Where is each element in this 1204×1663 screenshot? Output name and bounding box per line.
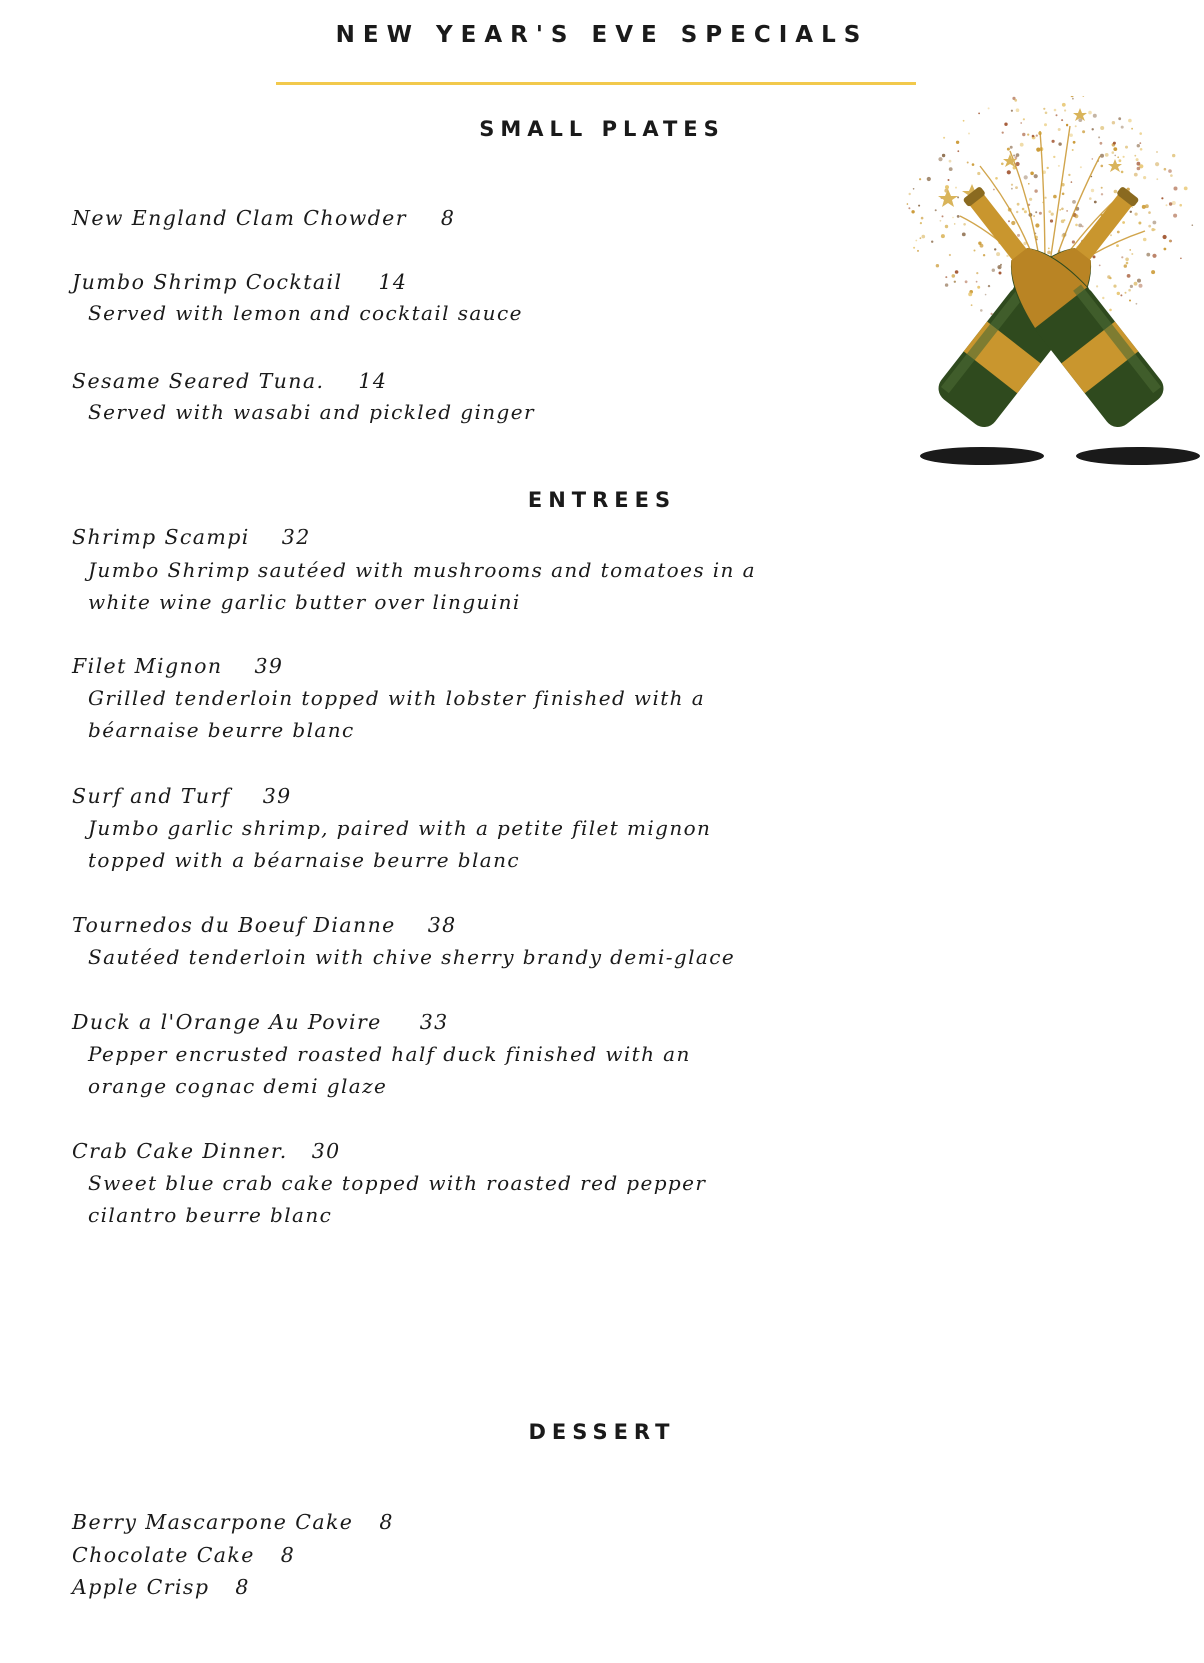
sparkle-dot	[1048, 248, 1050, 250]
sparkle-dot	[1169, 240, 1171, 242]
sparkle-dot	[919, 178, 921, 180]
heading-entrees: ENTREES	[527, 488, 677, 512]
sparkle-dot	[996, 252, 1000, 256]
menu-item-duck-orange	[72, 1010, 449, 1034]
sparkle-dot	[1017, 203, 1020, 206]
menu-item-shrimp-cocktail	[72, 270, 407, 294]
item-price: 39	[262, 784, 292, 808]
sparkle-dot	[974, 250, 976, 252]
sparkle-dot	[1153, 221, 1157, 225]
sparkle-dot	[954, 281, 956, 283]
item-name: Shrimp Scampi	[72, 525, 250, 549]
sparkle-dot	[963, 223, 966, 226]
sparkle-dot	[1119, 159, 1122, 162]
sparkle-dot	[957, 196, 959, 198]
sparkle-dot	[921, 217, 924, 220]
sparkle-dot	[931, 241, 933, 243]
sparkle-dot	[954, 223, 956, 225]
sparkle-dot	[1034, 189, 1037, 192]
sparkle-dot	[918, 205, 920, 207]
sparkle-dot	[994, 248, 996, 250]
sparkle-dot	[1068, 174, 1070, 176]
item-price: 30	[311, 1139, 341, 1163]
sparkle-dot	[909, 193, 911, 195]
item-price: 33	[419, 1010, 449, 1034]
item-description: Jumbo Shrimp sautéed with mushrooms and tomatoes in a	[88, 558, 756, 582]
sparkle-dot	[952, 274, 956, 278]
item-name: Jumbo Shrimp Cocktail	[72, 270, 343, 294]
sparkle-dot	[1154, 229, 1156, 231]
sparkle-dot	[983, 254, 985, 256]
menu-item-clam-chowder	[72, 206, 455, 230]
sparkle-dot	[1036, 148, 1040, 152]
sparkle-dot	[1169, 202, 1172, 205]
sparkle-dot	[1137, 144, 1140, 147]
sparkle-dot	[940, 220, 942, 222]
sparkle-dot	[1053, 195, 1057, 199]
item-name: Chocolate Cake	[72, 1543, 255, 1567]
item-description: topped with a béarnaise beurre blanc	[88, 848, 520, 872]
item-price: 38	[427, 913, 457, 937]
sparkle-dot	[968, 292, 972, 296]
champagne-bottles-icon	[900, 96, 1200, 480]
sparkle-dot	[1117, 231, 1120, 234]
sparkle-dot	[1073, 141, 1076, 144]
sparkle-dot	[941, 234, 945, 238]
menu-item-seared-tuna	[72, 369, 387, 393]
item-price: 39	[254, 654, 284, 678]
item-price: 8	[379, 1510, 394, 1534]
sparkle-dot	[1166, 204, 1168, 206]
sparkle-dot	[920, 222, 922, 224]
sparkle-dot	[995, 177, 998, 180]
sparkle-dot	[945, 283, 948, 286]
sparkle-dot	[1156, 151, 1158, 153]
sparkle-dot	[949, 167, 953, 171]
sparkle-dot	[1082, 96, 1084, 97]
sparkle-dot	[907, 203, 909, 205]
sparkle-dot	[1015, 156, 1018, 159]
sparkle-dot	[1089, 197, 1092, 200]
sparkle-dot	[1053, 156, 1055, 158]
sparkle-dot	[1161, 197, 1163, 199]
sparkle-dot	[977, 286, 980, 289]
item-name: Filet Mignon	[72, 654, 223, 678]
sparkle-dot	[1112, 151, 1115, 154]
sparkle-dot	[1128, 289, 1131, 292]
sparkle-dot	[1117, 156, 1119, 158]
item-description: Jumbo garlic shrimp, paired with a petite filet mignon	[88, 816, 712, 840]
sparkle-dot	[1074, 214, 1078, 218]
sparkle-dot	[1064, 109, 1066, 111]
sparkle-dot	[972, 163, 975, 166]
sparkle-dot	[1094, 201, 1097, 204]
sparkle-dot	[1016, 211, 1018, 213]
sparkle-dot	[1035, 211, 1037, 213]
sparkle-dot	[1135, 213, 1138, 216]
sparkle-dot	[1035, 223, 1039, 227]
sparkle-dot	[1011, 110, 1013, 112]
sparkle-dot	[1001, 163, 1004, 166]
sparkle-dot	[999, 272, 1002, 275]
sparkle-dot	[1101, 193, 1103, 195]
sparkle-dot	[1140, 148, 1143, 151]
sparkle-dot	[1125, 258, 1129, 262]
item-name: New England Clam Chowder	[72, 206, 407, 230]
sparkle-dot	[1071, 96, 1074, 97]
sparkle-dot	[1059, 209, 1061, 211]
sparkle-dot	[1058, 165, 1060, 167]
sparkle-dot	[1011, 188, 1013, 190]
sparkle-dot	[1170, 174, 1173, 177]
sparkle-dot	[1030, 172, 1034, 176]
menu-item-filet-mignon	[72, 654, 283, 678]
item-name: Sesame Seared Tuna.	[72, 369, 325, 393]
sparkle-dot	[1174, 187, 1178, 191]
sparkle-dot	[913, 247, 915, 249]
sparkle-dot	[977, 172, 980, 175]
sparkle-dot	[991, 313, 993, 315]
sparkle-dot	[1011, 184, 1013, 186]
sparkle-dot	[1048, 210, 1051, 213]
sparkle-dot	[1113, 147, 1117, 151]
sparkle-dot	[1062, 193, 1065, 196]
sparkle-dot	[1017, 234, 1020, 237]
sparkle-dot	[957, 150, 959, 152]
sparkle-dot	[1143, 176, 1146, 179]
sparkle-dot	[917, 250, 919, 252]
menu-item-crab-cake	[72, 1139, 341, 1163]
sparkle-dot	[1102, 297, 1104, 299]
sparkle-dot	[945, 225, 948, 228]
sparkle-dot	[1039, 212, 1042, 215]
sparkle-dot	[1092, 158, 1094, 160]
sparkle-dot	[1113, 142, 1116, 145]
sparkle-dot	[1163, 235, 1167, 239]
sparkle-dot	[1121, 256, 1123, 258]
heading-dessert: DESSERT	[528, 1420, 676, 1444]
sparkle-dot	[1056, 114, 1058, 116]
sparkle-dot	[1127, 274, 1131, 278]
sparkle-dot	[955, 270, 959, 274]
sparkle-dot	[1129, 249, 1131, 251]
item-description: Pepper encrusted roasted half duck finished with an	[88, 1042, 691, 1066]
sparkle-dot	[1123, 156, 1125, 158]
sparkle-dot	[1024, 210, 1027, 213]
item-description: béarnaise beurre blanc	[88, 718, 355, 742]
item-name: Duck a l'Orange Au Povire	[72, 1010, 382, 1034]
item-description: orange cognac demi glaze	[88, 1074, 388, 1098]
sparkle-dot	[1101, 165, 1104, 168]
sparkle-dot	[1072, 240, 1075, 243]
sparkle-dot	[1131, 253, 1133, 255]
item-name: Berry Mascarpone Cake	[72, 1510, 354, 1534]
sparkle-dot	[1100, 142, 1103, 145]
sparkle-dot	[1148, 225, 1151, 228]
item-price: 8	[235, 1575, 250, 1599]
sparkle-dot	[965, 280, 968, 283]
menu-item-tournedos	[72, 913, 457, 937]
sparkle-dot	[1156, 178, 1158, 180]
sparkle-dot	[1101, 187, 1103, 189]
sparkle-dot	[1016, 108, 1020, 112]
sparkle-dot	[1063, 219, 1065, 221]
sparkle-dot	[1075, 224, 1078, 227]
sparkle-dot	[1138, 222, 1141, 225]
sparkle-dot	[1100, 154, 1104, 158]
item-price: 32	[281, 525, 311, 549]
item-price: 14	[358, 369, 388, 393]
sparkle-dot	[1114, 190, 1118, 194]
sparkle-dot	[935, 209, 937, 211]
sparkle-dot	[1164, 168, 1167, 171]
sparkle-dot	[993, 189, 995, 191]
sparkle-dot	[1130, 211, 1132, 213]
sparkle-dot	[1136, 303, 1138, 305]
sparkle-dot	[1062, 103, 1066, 107]
sparkle-dot	[1148, 211, 1151, 214]
sparkle-dot	[1155, 162, 1159, 166]
sparkle-dot	[1109, 277, 1111, 279]
sparkle-dot	[1129, 300, 1131, 302]
sparkle-dot	[1151, 270, 1155, 274]
item-name: Apple Crisp	[72, 1575, 210, 1599]
sparkle-dot	[955, 187, 957, 189]
sparkle-dot	[1130, 285, 1133, 288]
sparkle-dot	[1125, 292, 1127, 294]
sparkle-dot	[1010, 146, 1013, 149]
item-name: Crab Cake Dinner.	[72, 1139, 288, 1163]
sparkle-dot	[1179, 204, 1182, 207]
heading-small-plates: SMALL PLATES	[479, 117, 725, 141]
item-description: white wine garlic butter over linguini	[88, 590, 521, 614]
sparkle-dot	[1034, 174, 1038, 178]
sparkle-dot	[922, 235, 926, 239]
menu-item-berry-mascarpone	[72, 1510, 394, 1534]
sparkle-dot	[985, 294, 987, 296]
sparkle-dot	[952, 217, 954, 219]
sparkle-dot	[1011, 221, 1015, 225]
sparkle-dot	[1152, 254, 1156, 258]
sparkle-dot	[942, 154, 945, 157]
menu-item-chocolate-cake	[72, 1543, 295, 1567]
item-description: Served with wasabi and pickled ginger	[88, 400, 535, 424]
sparkle-dot	[1110, 234, 1112, 236]
sparkle-dot	[971, 304, 973, 306]
sparkle-dot	[1192, 224, 1194, 226]
sparkle-dot	[988, 107, 990, 109]
item-description: cilantro beurre blanc	[88, 1203, 333, 1227]
sparkle-dot	[1014, 99, 1017, 102]
sparkle-dot	[1172, 201, 1176, 205]
sparkle-dot	[978, 113, 980, 115]
item-description: Served with lemon and cocktail sauce	[88, 301, 523, 325]
sparkle-dot	[1022, 208, 1025, 211]
sparkle-dot	[1006, 255, 1008, 257]
sparkle-dot	[1180, 258, 1182, 260]
sparkle-dot	[1072, 98, 1074, 100]
sparkle-dot	[1139, 142, 1141, 144]
sparkle-dot	[1043, 108, 1045, 110]
item-description: Sweet blue crab cake topped with roasted red pepper	[88, 1171, 707, 1195]
sparkle-dot	[1093, 255, 1096, 258]
sparkle-dot	[992, 269, 995, 272]
sparkle-dot	[1047, 167, 1049, 169]
item-price: 8	[280, 1543, 296, 1567]
sparkle-dot	[1007, 170, 1011, 174]
sparkle-dot	[1013, 155, 1015, 157]
sparkle-dot	[1114, 155, 1116, 157]
sparkle-dot	[1051, 213, 1054, 216]
sparkle-dot	[1024, 175, 1028, 179]
sparkle-dot	[1033, 215, 1035, 217]
sparkle-dot	[1080, 166, 1082, 168]
sparkle-dot	[1058, 142, 1061, 145]
sparkle-dot	[927, 177, 931, 181]
sparkle-dot	[1099, 265, 1101, 267]
sparkle-dot	[1124, 264, 1127, 267]
item-description: Grilled tenderloin topped with lobster finished with a	[88, 686, 706, 710]
item-name: Surf and Turf	[72, 784, 231, 808]
sparkle-dot	[1072, 200, 1076, 204]
menu-item-apple-crisp	[72, 1575, 250, 1599]
sparkle-dot	[948, 179, 950, 181]
sparkle-dot	[1121, 171, 1124, 174]
sparkle-dot	[911, 210, 914, 213]
sparkle-dot	[1134, 282, 1138, 286]
sparkle-dot	[936, 264, 939, 267]
sparkle-dot	[1137, 279, 1141, 283]
sparkle-dot	[1109, 309, 1112, 312]
sparkle-dot	[1126, 262, 1129, 265]
sparkle-dot	[1120, 294, 1122, 296]
item-description: Sautéed tenderloin with chive sherry brandy demi-glace	[88, 945, 736, 969]
sparkle-dot	[1168, 169, 1172, 173]
sparkle-dot	[938, 157, 942, 161]
sparkle-dot	[1015, 186, 1018, 189]
sparkle-dot	[1137, 167, 1141, 171]
sparkle-dot	[1096, 285, 1098, 287]
sparkle-dot	[967, 162, 969, 164]
sparkle-dot	[1184, 187, 1188, 191]
sparkle-dot	[1061, 208, 1064, 211]
title-divider	[276, 82, 916, 85]
sparkle-dot	[1146, 253, 1150, 257]
sparkle-dot	[1020, 143, 1024, 147]
sparkle-dot	[945, 276, 947, 278]
sparkle-dot	[1134, 155, 1136, 157]
sparkle-dot	[1125, 146, 1128, 149]
sparkle-dot	[988, 285, 990, 287]
sparkle-dot	[1164, 248, 1167, 251]
sparkle-dot	[1117, 292, 1120, 295]
sparkle-dot	[1071, 181, 1073, 183]
sparkle-dot	[1137, 162, 1141, 166]
sparkle-dot	[1142, 205, 1146, 209]
sparkle-dot	[1122, 221, 1125, 224]
sparkle-dot	[1143, 238, 1147, 242]
item-price: 14	[378, 270, 408, 294]
sparkle-dot	[1029, 198, 1032, 201]
sparkle-dot	[980, 309, 983, 312]
sparkle-dot	[962, 233, 966, 237]
sparkle-dot	[1172, 154, 1175, 157]
sparkle-dot	[1134, 173, 1138, 177]
sparkle-dot	[978, 242, 981, 245]
sparkle-dot	[1045, 197, 1047, 199]
sparkle-dot	[1078, 224, 1082, 228]
sparkle-dot	[1047, 251, 1051, 255]
sparkle-dot	[1088, 111, 1092, 115]
sparkle-dot	[1136, 158, 1139, 161]
sparkle-dot	[997, 265, 1001, 269]
sparkle-dot	[942, 215, 944, 217]
sparkle-dot	[1173, 214, 1177, 218]
sparkle-dot	[1054, 109, 1057, 112]
sparkle-dot	[945, 185, 949, 189]
sparkle-dot	[1116, 244, 1119, 247]
sparkle-dot	[1113, 285, 1116, 288]
sparkle-dot	[957, 215, 960, 218]
sparkle-dot	[949, 160, 952, 163]
sparkle-dot	[1139, 284, 1143, 288]
sparkle-dot	[1050, 219, 1053, 222]
sparkle-dot	[915, 240, 917, 242]
item-price: 8	[440, 206, 456, 230]
sparkle-dot	[976, 272, 978, 274]
sparkle-dot	[1105, 153, 1109, 157]
sparkle-dot	[1028, 183, 1030, 185]
sparkle-dot	[1091, 189, 1094, 192]
sparkle-dot	[920, 237, 922, 239]
menu-item-shrimp-scampi	[72, 525, 311, 549]
sparkle-dot	[949, 254, 951, 256]
sparkle-dot	[1072, 149, 1074, 151]
menu-item-surf-and-turf	[72, 784, 292, 808]
menu-title: NEW YEAR'S EVE SPECIALS	[335, 22, 869, 48]
item-name: Tournedos du Boeuf Dianne	[72, 913, 396, 937]
sparkle-dot	[1045, 112, 1048, 115]
sparkle-dot	[1007, 148, 1010, 151]
sparkle-dot	[913, 188, 915, 190]
sparkle-dot	[1066, 210, 1068, 212]
sparkle-dot	[908, 207, 910, 209]
sparkle-dot	[1008, 220, 1010, 222]
sparkle-dot	[956, 141, 959, 144]
sparkle-dot	[976, 281, 978, 283]
